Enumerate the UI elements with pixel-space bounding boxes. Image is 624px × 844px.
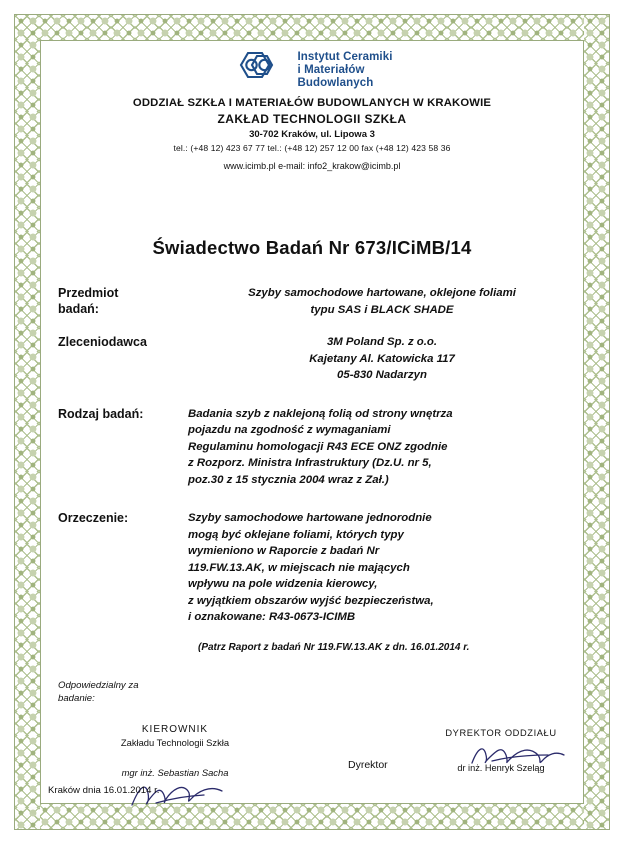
issue-date: Kraków dnia 16.01.2014 r. bbox=[48, 784, 160, 796]
manager-signature-block bbox=[70, 723, 280, 779]
field-value-line: z wyjątkiem obszarów wyjść bezpieczeństwa, bbox=[188, 594, 434, 607]
icimb-hexagon-logo-icon bbox=[231, 50, 289, 90]
department-line: ZAKŁAD TECHNOLOGII SZKŁA bbox=[217, 112, 407, 126]
page-title: Świadectwo Badań Nr 673/ICiMB/14 bbox=[152, 237, 472, 258]
field-label-zleceniodawca: Zleceniodawca bbox=[58, 335, 147, 349]
field-label-line: Przedmiot bbox=[58, 286, 119, 300]
field-label-orzeczenie: Orzeczenie: bbox=[58, 511, 129, 525]
director-name: dr inż. Henryk Szeląg bbox=[457, 762, 545, 773]
field-row-orzeczenie bbox=[48, 510, 576, 626]
field-value-line: Szyby samochodowe hartowane, oklejone foliami bbox=[248, 287, 516, 299]
field-row-zleceniodawca bbox=[48, 334, 576, 384]
report-reference-note: (Patrz Raport z badań Nr 119.FW.13.AK z dn. 16.01.2014 r. bbox=[198, 641, 470, 653]
manager-department: Zakładu Technologii Szkła bbox=[120, 736, 230, 748]
field-value-line: 3M Poland Sp. z o.o. bbox=[326, 336, 438, 348]
document-header bbox=[48, 46, 576, 171]
institute-name-line-1: Instytut Ceramiki bbox=[297, 50, 393, 63]
document-content bbox=[48, 46, 576, 798]
field-row-przedmiot bbox=[48, 285, 576, 318]
institute-name bbox=[297, 51, 392, 90]
responsible-line: badanie: bbox=[58, 692, 95, 704]
logo-row bbox=[48, 50, 576, 90]
field-value-line: Regulaminu homologacji R43 ECE ONZ zgodnie bbox=[188, 440, 448, 453]
institute-name-line-3: Budowlanych bbox=[297, 76, 374, 89]
field-value-line: wymieniono w Raporcie z badań Nr bbox=[188, 545, 380, 557]
field-value-line: z Rozporz. Ministra Infrastruktury (Dz.U. nr 5, bbox=[188, 457, 432, 469]
director-signature-block bbox=[426, 727, 576, 775]
field-row-rodzaj-badan bbox=[48, 406, 576, 489]
field-value-line: typu SAS i BLACK SHADE bbox=[310, 303, 454, 316]
signature-section bbox=[48, 679, 576, 829]
phone-line: tel.: (+48 12) 423 67 77 tel.: (+48 12) 257 12 00 fax (+48 12) 423 58 36 bbox=[173, 143, 451, 153]
field-value-line: mogą być oklejane foliami, których typy bbox=[188, 528, 404, 541]
field-value-line: wpływu na pole widzenia kierowcy, bbox=[188, 578, 378, 590]
field-value-zleceniodawca bbox=[188, 334, 576, 384]
field-label-rodzaj-badan: Rodzaj badań: bbox=[58, 406, 144, 421]
field-value-line: Badania szyb z naklejoną folią od strony wnętrza bbox=[188, 407, 453, 420]
field-value-line: poz.30 z 15 stycznia 2004 wraz z Zał.) bbox=[188, 473, 389, 486]
field-value-przedmiot bbox=[188, 285, 576, 318]
address-line: 30-702 Kraków, ul. Lipowa 3 bbox=[249, 129, 375, 140]
field-value-orzeczenie bbox=[188, 510, 576, 626]
manager-title: KIEROWNIK bbox=[141, 723, 209, 735]
field-value-line: 119.FW.13.AK, w miejscach nie mających bbox=[188, 561, 410, 574]
director-title: DYREKTOR ODDZIAŁU bbox=[445, 727, 557, 738]
field-value-line: Kajetany Al. Katowicka 117 bbox=[309, 352, 455, 365]
institute-name-line-2: i Materiałów bbox=[297, 63, 365, 76]
field-value-line: 05-830 Nadarzyn bbox=[337, 369, 427, 381]
responsible-line: Odpowiedzialny za bbox=[58, 679, 139, 691]
manager-name: mgr inż. Sebastian Sacha bbox=[121, 766, 229, 778]
field-value-line: Szyby samochodowe hartowane jednorodnie bbox=[188, 512, 432, 524]
field-label-line: badań: bbox=[58, 302, 99, 316]
field-value-line: i oznakowane: R43-0673-ICIMB bbox=[188, 611, 356, 623]
field-value-line: pojazdu na zgodność z wymaganiami bbox=[188, 424, 391, 436]
web-email-line: www.icimb.pl e-mail: info2_krakow@icimb.pl bbox=[223, 161, 401, 171]
director-label: Dyrektor bbox=[348, 758, 388, 771]
branch-line: ODDZIAŁ SZKŁA I MATERIAŁÓW BUDOWLANYCH W KRAKOWIE bbox=[132, 97, 492, 109]
field-value-rodzaj-badan bbox=[188, 406, 576, 489]
field-label-przedmiot bbox=[48, 285, 188, 318]
fields-section bbox=[48, 285, 576, 653]
responsible-block bbox=[58, 679, 139, 705]
